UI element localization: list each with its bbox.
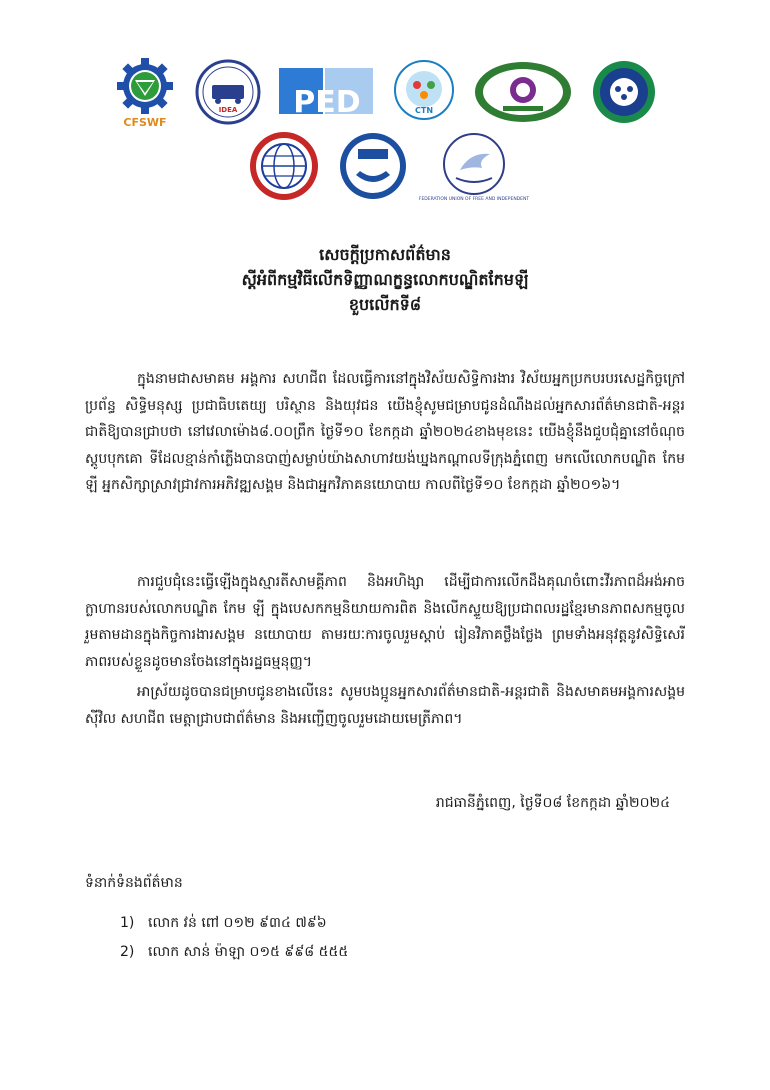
logo-row-top — [0, 56, 770, 128]
paragraph-3-text: អាស្រ័យដូចបានជម្រាបជូនខាងលើនេះ សូមបងប្អូនអ្នកសារព័ត៌មានជាតិ-អន្តរជាតិ និងសមាគមអង្គការសង្គមស៊ីវិល សហជីព មេត្តាជ្រាបជាព័ត៌មាន និងអញ្ជើញចូលរួមដោយមេត្រីភាព។ — [85, 684, 685, 727]
ped-logo — [279, 66, 375, 118]
paragraph-1-text: ក្នុងនាមជាសមាគម អង្គការ សហជីព ដែលធ្វើការនៅក្នុងវិស័យសិទ្ធិការងារ វិស័យអ្នកប្រកបរបរសេដ្ឋកិច្ចក្រៅប្រព័ន្ធ សិទ្ធិមនុស្ស ប្រជាធិបតេយ្យ បរិស្ថាន និងយុវជន យើងខ្ញុំសូមជម្រាបជូនដំណឹងដល់អ្នកសារព័ត៌មានជាតិ-អន្តរជាតិឱ្យបានជ្រាបថា នៅវេលាម៉ោង៨.០០ព្រឹក ថ្ងៃទី១០ ខែកក្កដា ឆ្នាំ២០២៤ខាងមុខនេះ យើងខ្ញុំនឹងជួបជុំគ្នានៅចំណុចស្ដូបបុកគោ ទីដែលខ្មាន់កាំភ្លើងបានបាញ់សម្លាប់យ៉ាងសាហាវយង់ឃ្នងកណ្ដាលទីក្រុងភ្នំពេញ មកលើលោកបណ្ឌិត កែម ឡី អ្នកសិក្សាស្រាវជ្រាវការអភិវឌ្ឍសង្គម និងជាអ្នកវិភាគនយោបាយ កាលពីថ្ងៃទី១០ ខែកក្កដា ឆ្នាំ២០១៦។ — [85, 371, 685, 493]
ctn-logo — [393, 59, 455, 125]
date-line: រាជធានីភ្នំពេញ, ថ្ងៃទី០៨ ខែកក្កដា ឆ្នាំ២០២៤ — [435, 795, 670, 811]
contact-item — [120, 938, 348, 967]
announcement-anniversary: ខួបលើកទី៨ — [348, 295, 422, 314]
fufi-label: FEDERATION UNION OF FREE AND INDEPENDENT — [418, 197, 530, 202]
idea-logo — [195, 59, 261, 125]
ctn-label: CTN — [414, 106, 434, 115]
announcement-subtitle: ស្ដីអំពីកម្មវិធីលើកទិញ្ញាណក្ខន្ធលោកបណ្ឌិតកែមឡី — [241, 270, 529, 289]
announcement-title: សេចក្ដីប្រកាសព័ត៌មាន — [319, 245, 451, 264]
logo-row-bottom — [0, 130, 770, 202]
contact-text: លោក សាន់ ម៉ាឡា ០១៥ ៩៩៨ ៥៥៥ — [148, 944, 349, 960]
fufi-logo — [418, 130, 530, 202]
ftu-logo — [248, 130, 320, 202]
cwu-logo — [338, 131, 408, 201]
cscu-logo — [473, 60, 573, 124]
paragraph-2 — [85, 569, 685, 675]
cfswf-label: CFSWF — [123, 116, 167, 129]
paragraph-1 — [85, 366, 685, 499]
idea-label: IDEA — [218, 106, 238, 114]
contact-number: 2) — [120, 944, 135, 960]
contact-text: លោក វន់ ពៅ ០១២ ៩៣៤ ៧៩៦ — [148, 915, 327, 931]
cfswf-logo — [113, 56, 177, 128]
contact-list — [120, 909, 348, 967]
contact-title: ទំនាក់ទំនងព័ត៌មាន — [85, 875, 183, 891]
paragraph-3 — [85, 679, 685, 732]
ped-label: PED — [293, 85, 361, 120]
paragraph-2-text: ការជួបជុំនេះធ្វើឡើងក្នុងស្មារតីសាមគ្គីភាព និងអហិង្សា ដើម្បីជាការលើកដឹងគុណចំពោះវីរភាពដ៏អង់អាចក្លាហានរបស់លោកបណ្ឌិត កែម ឡី ក្នុងបេសកកម្មនិយាយការពិត និងលើកស្ទួយឱ្យប្រជាពលរដ្ឋខ្មែរមានភាពសកម្មចូលរួមតាមដានក្នុងកិច្ចការងារសង្គម នយោបាយ តាមរយៈការចូលរួមស្ដាប់ រៀនវិភាគថ្លឹងថ្លែង ព្រមទាំងអនុវត្តនូវសិទ្ធិសេរីភាពរបស់ខ្លួនដូចមានចែងនៅក្នុងរដ្ឋធម្មនុញ្ញ។ — [85, 574, 685, 670]
ctwuf-logo — [591, 59, 657, 125]
contact-number: 1) — [120, 915, 135, 931]
contact-item — [120, 909, 348, 938]
